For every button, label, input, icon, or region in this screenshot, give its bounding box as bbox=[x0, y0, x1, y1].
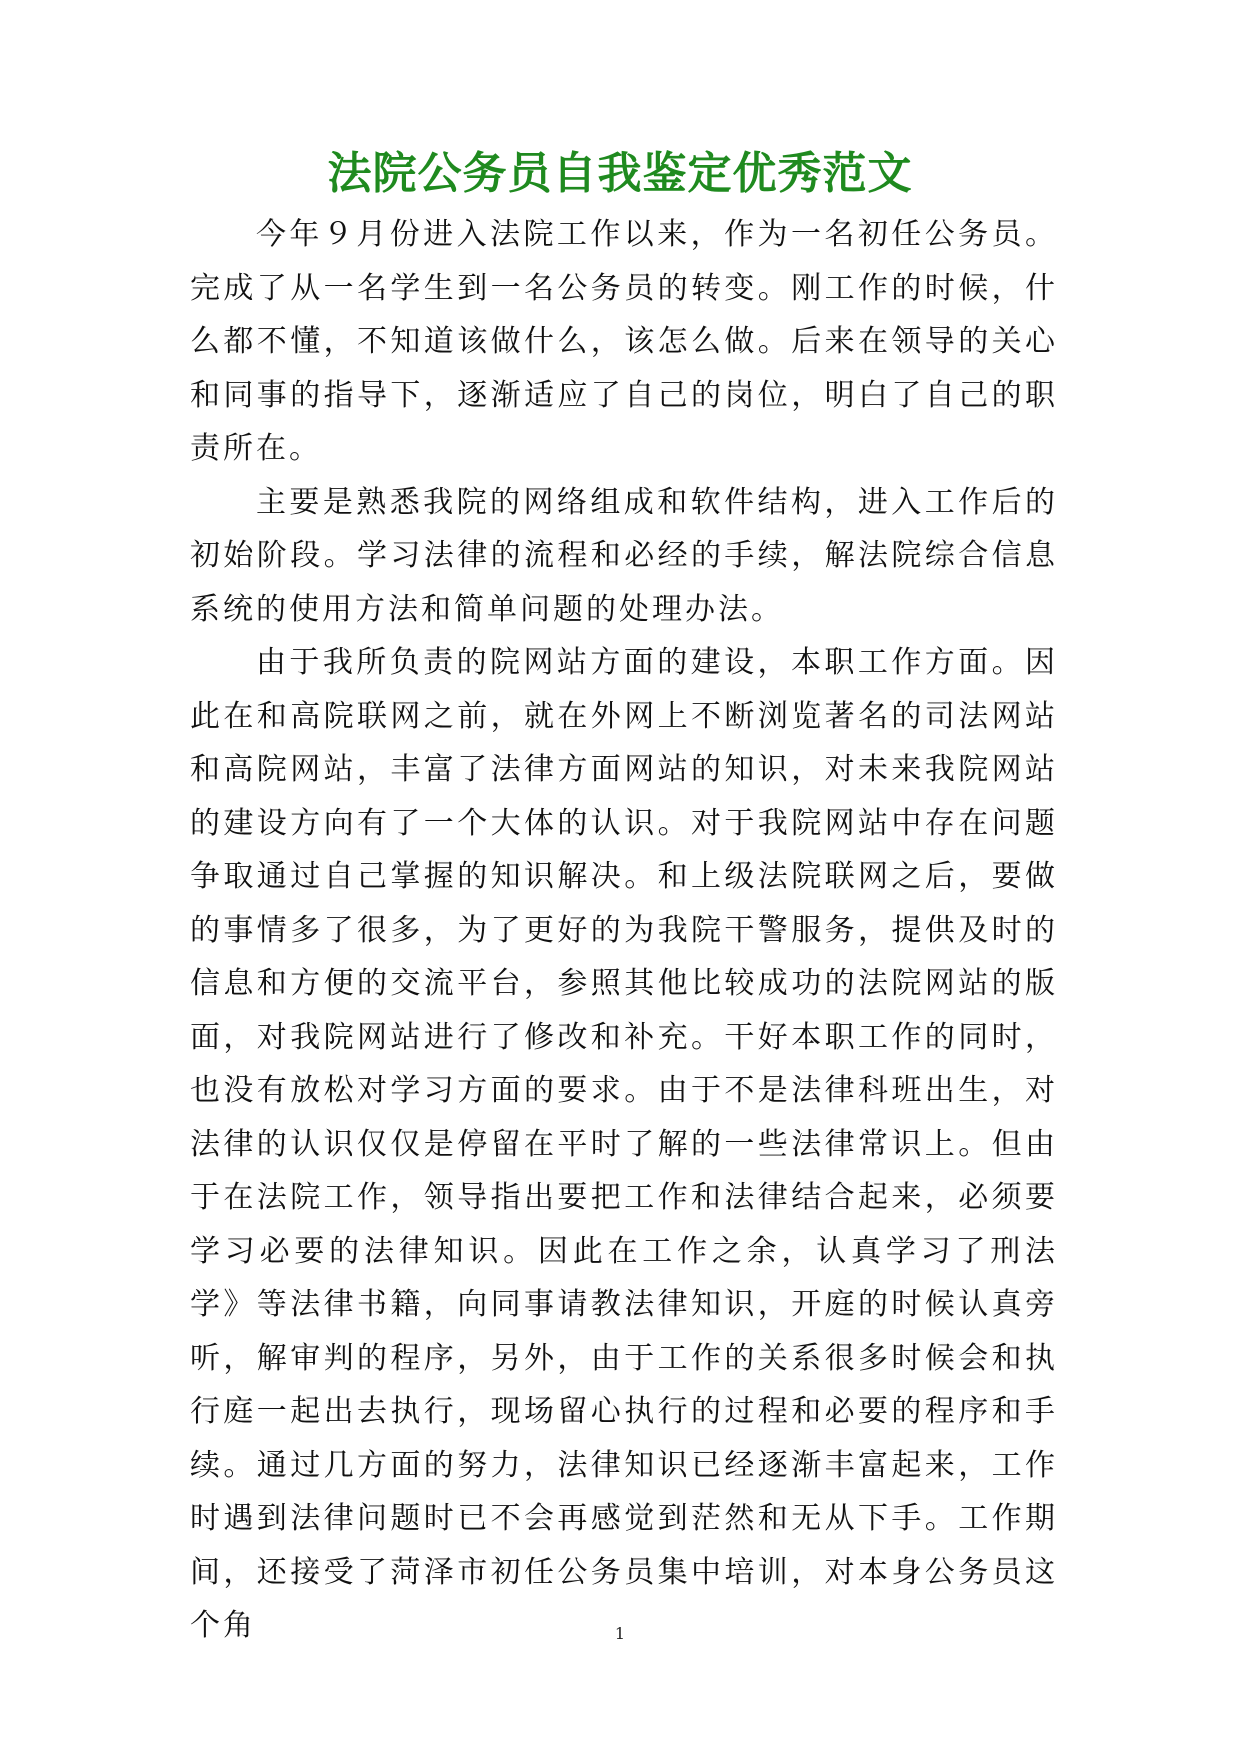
paragraph-2: 主要是熟悉我院的网络组成和软件结构，进入工作后的初始阶段。学习法律的流程和必经的手续，解法院综合信息系统的使用方法和简单问题的处理办法。 bbox=[190, 484, 1058, 627]
document-body bbox=[190, 208, 1058, 1653]
paragraph-1: 今年９月份进入法院工作以来，作为一名初任公务员。完成了从一名学生到一名公务员的转变。刚工作的时候，什么都不懂，不知道该做什么，该怎么做。后来在领导的关心和同事的指导下，逐渐适应了自己的岗位，明白了自己的职责所在。 bbox=[190, 217, 1058, 466]
page-number: 1 bbox=[614, 1624, 626, 1643]
paragraph-3: 由于我所负责的院网站方面的建设，本职工作方面。因此在和高院联网之前，就在外网上不断浏览著名的司法网站和高院网站，丰富了法律方面网站的知识，对未来我院网站的建设方向有了一个大体的认识。对于我院网站中存在问题争取通过自己掌握的知识解决。和上级法院联网之后，要做的事情多了很多，为了更好的为我院干警服务，提供及时的信息和方便的交流平台，参照其他比较成功的法院网站的版面，对我院网站进行了修改和补充。干好本职工作的同时，也没有放松对学习方面的要求。由于不是法律科班出生，对法律的认识仅仅是停留在平时了解的一些法律常识上。但由于在法院工作，领导指出要把工作和法律结合起来，必须要学习必要的法律知识。因此在工作之余，认真学习了刑法学》等法律书籍，向同事请教法律知识，开庭的时候认真旁听，解审判的程序，另外，由于工作的关系很多时候会和执行庭一起出去执行，现场留心执行的过程和必要的程序和手续。通过几方面的努力，法律知识已经逐渐丰富起来，工作时遇到法律问题时已不会再感觉到茫然和无从下手。工作期间，还接受了菏泽市初任公务员集中培训，对本身公务员这个角 bbox=[190, 645, 1058, 1643]
page-title: 法院公务员自我鉴定优秀范文 bbox=[327, 148, 913, 199]
